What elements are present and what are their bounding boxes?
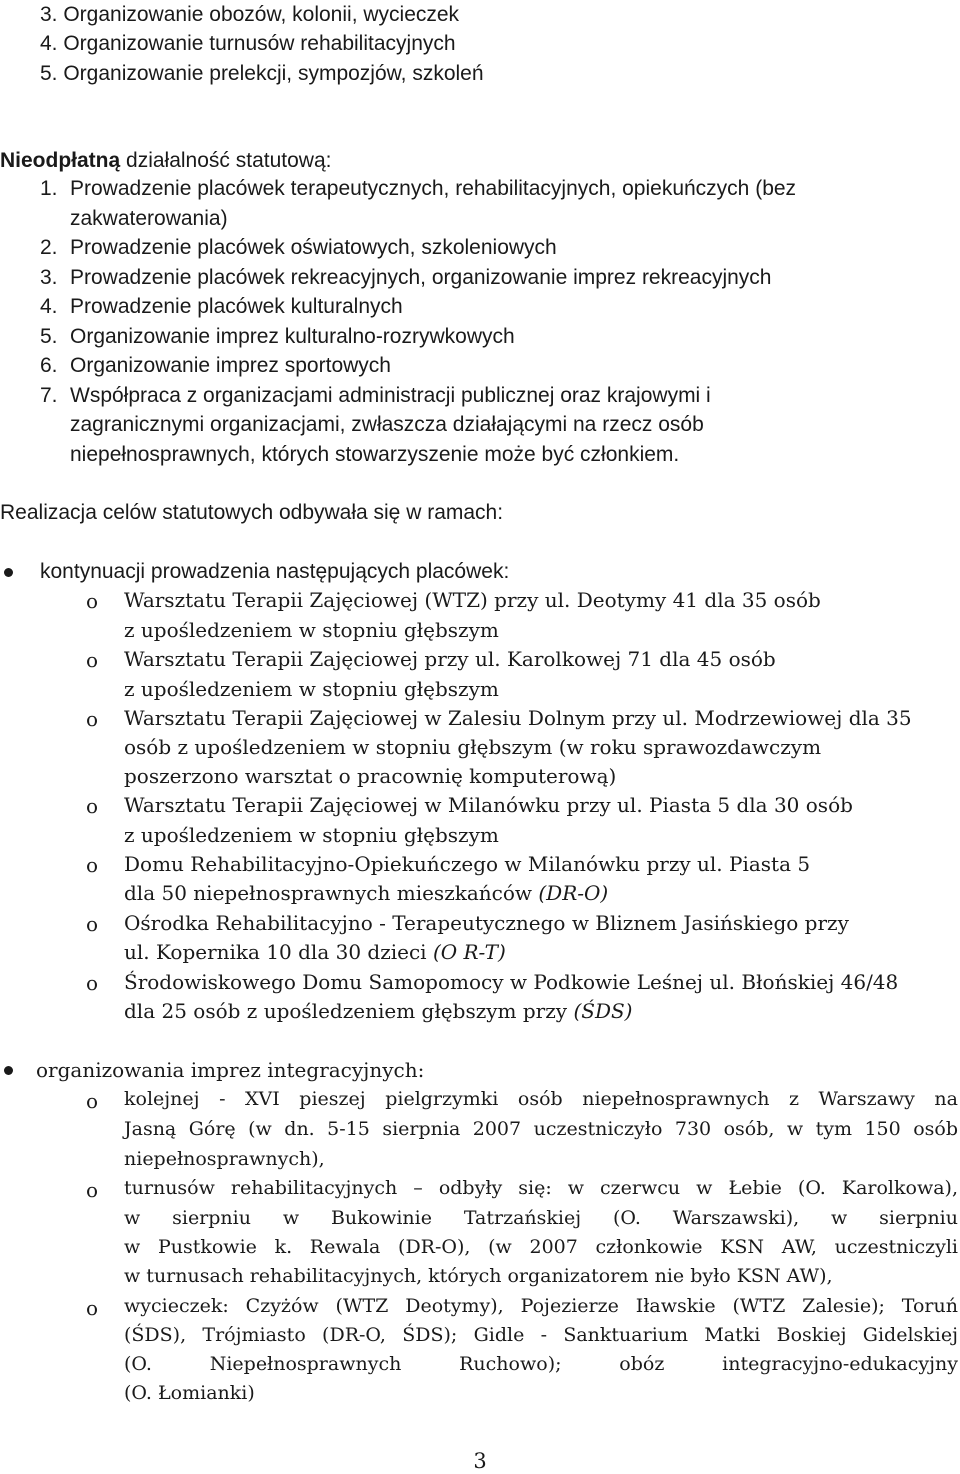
facility-item-cont (124, 942, 506, 962)
list-item-cont: zagranicznymi organizacjami, zwłaszcza działającymi na rzecz osób (70, 413, 704, 436)
circle-bullet-icon: o (86, 1296, 99, 1320)
bullet-icon (4, 568, 13, 577)
facility-item-text: dla 50 niepełnosprawnych mieszkańców (124, 881, 539, 905)
facility-item: Warsztatu Terapii Zajęciowej przy ul. Karolkowej 71 dla 45 osób (124, 647, 776, 671)
list-item: Prowadzenie placówek rekreacyjnych, organizowanie imprez rekreacyjnych (70, 266, 772, 289)
facility-item-cont: osób z upośledzeniem w stopniu głębszym (w roku sprawozdawczym (124, 735, 822, 759)
list-item: Prowadzenie placówek terapeutycznych, rehabilitacyjnych, opiekuńczych (bez (70, 177, 797, 200)
circle-bullet-icon: o (86, 1089, 99, 1113)
list-item-number: 6. (40, 354, 58, 377)
facility-abbrev: (DR-O) (538, 881, 609, 905)
integration-heading: organizowania imprez integracyjnych: (36, 1058, 425, 1082)
event-item-cont: w turnusach rehabilitacyjnych, których organizatorem nie było KSN AW), (124, 1265, 833, 1287)
list-item: 5. Organizowanie prelekcji, sympozjów, szkoleń (40, 62, 484, 85)
facility-item: Warsztatu Terapii Zajęciowej w Milanówku przy ul. Piasta 5 dla 30 osób (124, 793, 853, 817)
facility-item-cont: z upośledzeniem w stopniu głębszym (124, 677, 499, 701)
facility-item-text: dla 25 osób z upośledzeniem głębszym przy (124, 999, 574, 1023)
page-number: 3 (473, 1449, 487, 1473)
circle-bullet-icon: o (86, 912, 99, 936)
facility-item: Ośrodka Rehabilitacyjno - Terapeutycznego w Bliznem Jasińskiego przy (124, 911, 849, 935)
facility-item-cont: z upośledzeniem w stopniu głębszym (124, 618, 499, 642)
realization-text: Realizacja celów statutowych odbywała się w ramach: (0, 501, 504, 524)
list-item-cont: niepełnosprawnych, których stowarzyszenie może być członkiem. (70, 443, 680, 466)
bullet-icon (4, 1066, 13, 1075)
heading-bold: Nieodpłatną (0, 149, 121, 172)
facilities-heading: kontynuacji prowadzenia następujących placówek: (40, 560, 510, 583)
circle-bullet-icon: o (86, 648, 99, 672)
facility-item: Warsztatu Terapii Zajęciowej (WTZ) przy ul. Deotymy 41 dla 35 osób (124, 588, 821, 612)
facility-item-cont (124, 1001, 632, 1021)
event-item-cont: niepełnosprawnych), (124, 1148, 325, 1170)
circle-bullet-icon: o (86, 794, 99, 818)
event-item: turnusów rehabilitacyjnych – odbyły się: w czerwcu w Łebie (O. Karolkowa), (124, 1177, 958, 1199)
list-item-number: 5. (40, 325, 58, 348)
facility-item-cont: poszerzono warsztat o pracownię komputerową) (124, 764, 617, 788)
list-item-number: 1. (40, 177, 58, 200)
list-item: Organizowanie imprez kulturalno-rozrywkowych (70, 325, 515, 348)
list-item-number: 4. (40, 295, 58, 318)
facility-item: Środowiskowego Domu Samopomocy w Podkowie Leśnej ul. Błońskiej 46/48 (124, 970, 899, 994)
facility-item-cont (124, 883, 608, 903)
list-item: Prowadzenie placówek kulturalnych (70, 295, 403, 318)
facility-item-cont: z upośledzeniem w stopniu głębszym (124, 823, 499, 847)
section-heading-nonpaid (0, 150, 331, 171)
list-item: Współpraca z organizacjami administracji publicznej oraz krajowymi i (70, 384, 711, 407)
circle-bullet-icon: o (86, 971, 99, 995)
list-item-number: 2. (40, 236, 58, 259)
circle-bullet-icon: o (86, 1178, 99, 1202)
list-item: 3. Organizowanie obozów, kolonii, wycieczek (40, 3, 460, 26)
circle-bullet-icon: o (86, 853, 99, 877)
heading-rest: działalność statutową: (120, 149, 332, 172)
event-item-cont: Jasną Górę (w dn. 5-15 sierpnia 2007 uczestniczyło 730 osób, w tym 150 osób (124, 1118, 958, 1140)
event-item-cont: (ŚDS), Trójmiasto (DR-O, ŚDS); Gidle - Sanktuarium Matki Boskiej Gidelskiej (124, 1324, 958, 1346)
list-item: Prowadzenie placówek oświatowych, szkoleniowych (70, 236, 557, 259)
event-item: wycieczek: Czyżów (WTZ Deotymy), Pojezierze Iławskie (WTZ Zalesie); Toruń (124, 1295, 958, 1317)
event-item-cont: (O. Łomianki) (124, 1382, 255, 1404)
facility-abbrev: (O R-T) (432, 940, 506, 964)
event-item-cont: w sierpniu w Bukowinie Tatrzańskiej (O. Warszawski), w sierpniu (124, 1207, 958, 1229)
list-item: Organizowanie imprez sportowych (70, 354, 391, 377)
facility-item-text: ul. Kopernika 10 dla 30 dzieci (124, 940, 433, 964)
list-item: 4. Organizowanie turnusów rehabilitacyjnych (40, 32, 456, 55)
list-item-number: 7. (40, 384, 58, 407)
event-item: kolejnej - XVI pieszej pielgrzymki osób niepełnosprawnych z Warszawy na (124, 1088, 958, 1110)
event-item-cont: w Pustkowie k. Rewala (DR-O), (w 2007 członkowie KSN AW, uczestniczyli (124, 1236, 958, 1258)
circle-bullet-icon: o (86, 589, 99, 613)
facility-item: Warsztatu Terapii Zajęciowej w Zalesiu Dolnym przy ul. Modrzewiowej dla 35 (124, 706, 912, 730)
event-item-cont: (O. Niepełnosprawnych Ruchowo); obóz integracyjno-edukacyjny (124, 1353, 958, 1375)
list-item-cont: zakwaterowania) (70, 207, 228, 230)
facility-abbrev: (ŚDS) (573, 999, 633, 1023)
circle-bullet-icon: o (86, 707, 99, 731)
list-item-number: 3. (40, 266, 58, 289)
facility-item: Domu Rehabilitacyjno-Opiekuńczego w Milanówku przy ul. Piasta 5 (124, 852, 811, 876)
